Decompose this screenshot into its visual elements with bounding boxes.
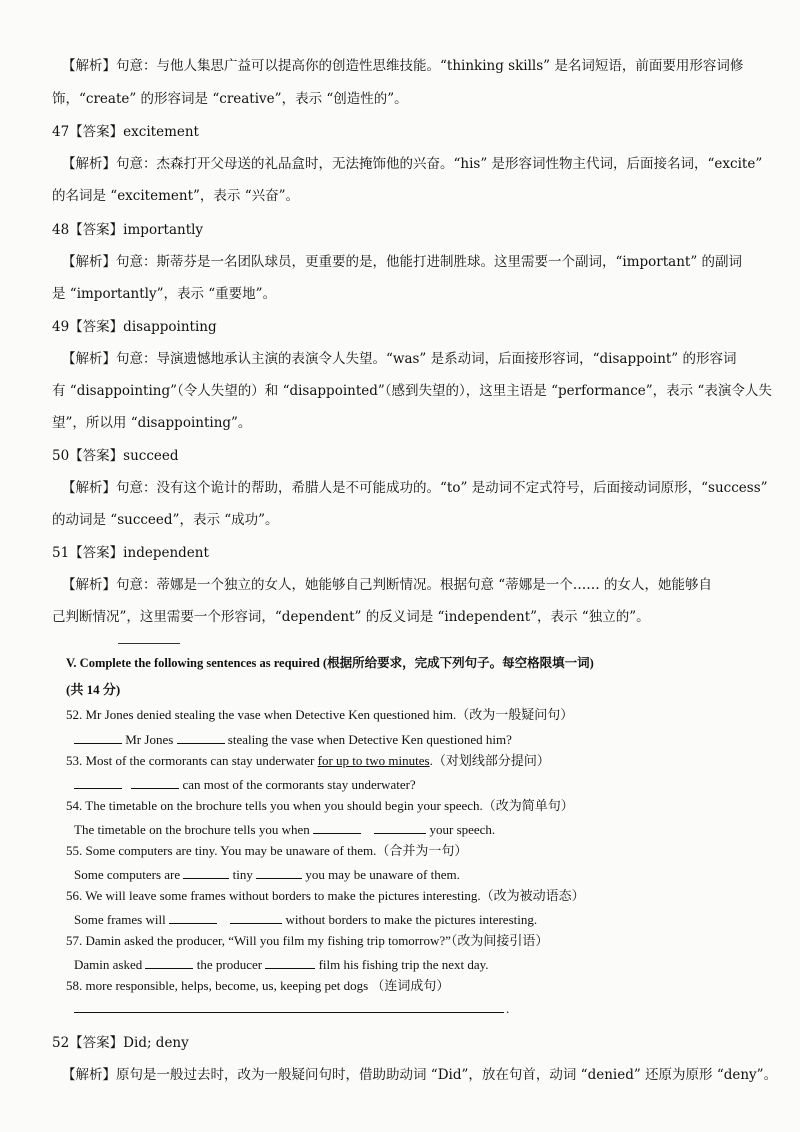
answer-50: 50【答案】succeed: [52, 448, 179, 464]
answer-text: your speech.: [429, 822, 496, 837]
answer-blank[interactable]: [74, 731, 122, 744]
explanation-48-line1: 【解析】句意：斯蒂芬是一名团队球员，更重要的是，他能打进制胜球。这里需要一个副词，“important” 的副词: [62, 254, 743, 270]
answer-blank[interactable]: [131, 776, 179, 789]
answer-text: Some frames will: [74, 912, 166, 927]
answer-51: 51【答案】independent: [52, 545, 209, 561]
answer-text: the producer: [196, 957, 263, 972]
answer-text: Damin asked: [74, 957, 143, 972]
answer-blank[interactable]: [230, 911, 282, 924]
explanation-51-line1: 【解析】句意：蒂娜是一个独立的女人，她能够自己判断情况。根据句意 “蒂娜是一个…… 的女人，她能够自: [62, 577, 712, 593]
answer-49: 49【答案】disappointing: [52, 319, 217, 335]
answer-blank[interactable]: [145, 956, 193, 969]
answer-blank[interactable]: [265, 956, 315, 969]
question-56-answer-row: [74, 911, 537, 929]
question-55-answer-row: [74, 866, 460, 884]
question-text: 53. Most of the cormorants can stay underwater: [66, 753, 318, 768]
answer-line[interactable]: [74, 1012, 504, 1013]
answer-blank[interactable]: [374, 821, 426, 834]
answer-text: tiny: [232, 867, 253, 882]
answer-text: without borders to make the pictures interesting.: [285, 912, 538, 927]
answer-blank[interactable]: [177, 731, 225, 744]
answer-52: 52【答案】Did; deny: [52, 1035, 189, 1051]
answer-text: stealing the vase when Detective Ken questioned him?: [227, 732, 512, 747]
question-52-answer-row: [74, 731, 512, 749]
divider-mark: [118, 643, 180, 644]
question-56: 56. We will leave some frames without borders to make the pictures interesting.（改为被动语态）: [66, 888, 585, 903]
answer-blank[interactable]: [313, 821, 361, 834]
answer-blank[interactable]: [74, 776, 122, 789]
explanation-47-line2: 的名词是 “excitement”，表示 “兴奋”。: [52, 188, 299, 204]
section-score: (共 14 分): [66, 682, 121, 697]
explanation-49-line3: 望”，所以用 “disappointing”。: [52, 415, 252, 431]
explanation-49-line2: 有 “disappointing”（令人失望的）和 “disappointed”（感到失望的），这里主语是 “performance”，表示 “表演令人失: [52, 383, 772, 399]
answer-text: Mr Jones: [125, 732, 174, 747]
answer-48: 48【答案】importantly: [52, 222, 204, 238]
explanation-48-line2: 是 “importantly”，表示 “重要地”。: [52, 286, 277, 302]
answer-blank[interactable]: [256, 866, 302, 879]
explanation-46-line2: 饰，“create” 的形容词是 “creative”，表示 “创造性的”。: [52, 91, 408, 107]
question-53: [66, 752, 550, 770]
answer-blank[interactable]: [169, 911, 217, 924]
question-57: 57. Damin asked the producer, “Will you film my fishing trip tomorrow?”（改为间接引语）: [66, 933, 549, 948]
question-52: 52. Mr Jones denied stealing the vase when Detective Ken questioned him.（改为一般疑问句）: [66, 707, 574, 722]
question-53-answer-row: [74, 776, 416, 794]
question-text: .（对划线部分提问）: [429, 753, 550, 768]
explanation-51-line2: 己判断情况”，这里需要一个形容词，“dependent” 的反义词是 “independent”，表示 “独立的”。: [52, 609, 650, 625]
answer-blank[interactable]: [183, 866, 229, 879]
explanation-49-line1: 【解析】句意：导演遗憾地承认主演的表演令人失望。“was” 是系动词，后面接形容词，“disappoint” 的形容词: [62, 351, 737, 367]
section-title: V. Complete the following sentences as required (根据所给要求，完成下列句子。每空格限填一词): [66, 656, 594, 670]
answer-text: film his fishing trip the next day.: [318, 957, 489, 972]
question-58: 58. more responsible, helps, become, us, keeping pet dogs （连词成句）: [66, 978, 450, 993]
answer-line-period: .: [506, 1001, 510, 1016]
question-54: 54. The timetable on the brochure tells you when you should begin your speech.（改为简单句）: [66, 798, 574, 813]
answer-text: can most of the cormorants stay underwater?: [182, 777, 416, 792]
underlined-part: for up to two minutes: [317, 753, 430, 768]
answer-47: 47【答案】excitement: [52, 124, 199, 140]
explanation-50-line1: 【解析】句意：没有这个诡计的帮助，希腊人是不可能成功的。“to” 是动词不定式符号，后面接动词原形，“success”: [62, 480, 768, 496]
question-54-answer-row: [74, 821, 495, 839]
answer-text: The timetable on the brochure tells you when: [74, 822, 310, 837]
answer-text: you may be unaware of them.: [305, 867, 460, 882]
explanation-47-line1: 【解析】句意：杰森打开父母送的礼品盒时，无法掩饰他的兴奋。“his” 是形容词性物主代词，后面接名词，“excite”: [62, 156, 763, 172]
explanation-46-line1: 【解析】句意：与他人集思广益可以提高你的创造性思维技能。“thinking skills” 是名词短语，前面要用形容词修: [62, 58, 744, 74]
explanation-52: 【解析】原句是一般过去时，改为一般疑问句时，借助助动词 “Did”，放在句首，动词 “denied” 还原为原形 “deny”。: [62, 1067, 778, 1083]
explanation-50-line2: 的动词是 “succeed”，表示 “成功”。: [52, 512, 279, 528]
question-57-answer-row: [74, 956, 489, 974]
question-55: 55. Some computers are tiny. You may be unaware of them.（合并为一句）: [66, 843, 468, 858]
answer-text: Some computers are: [74, 867, 181, 882]
